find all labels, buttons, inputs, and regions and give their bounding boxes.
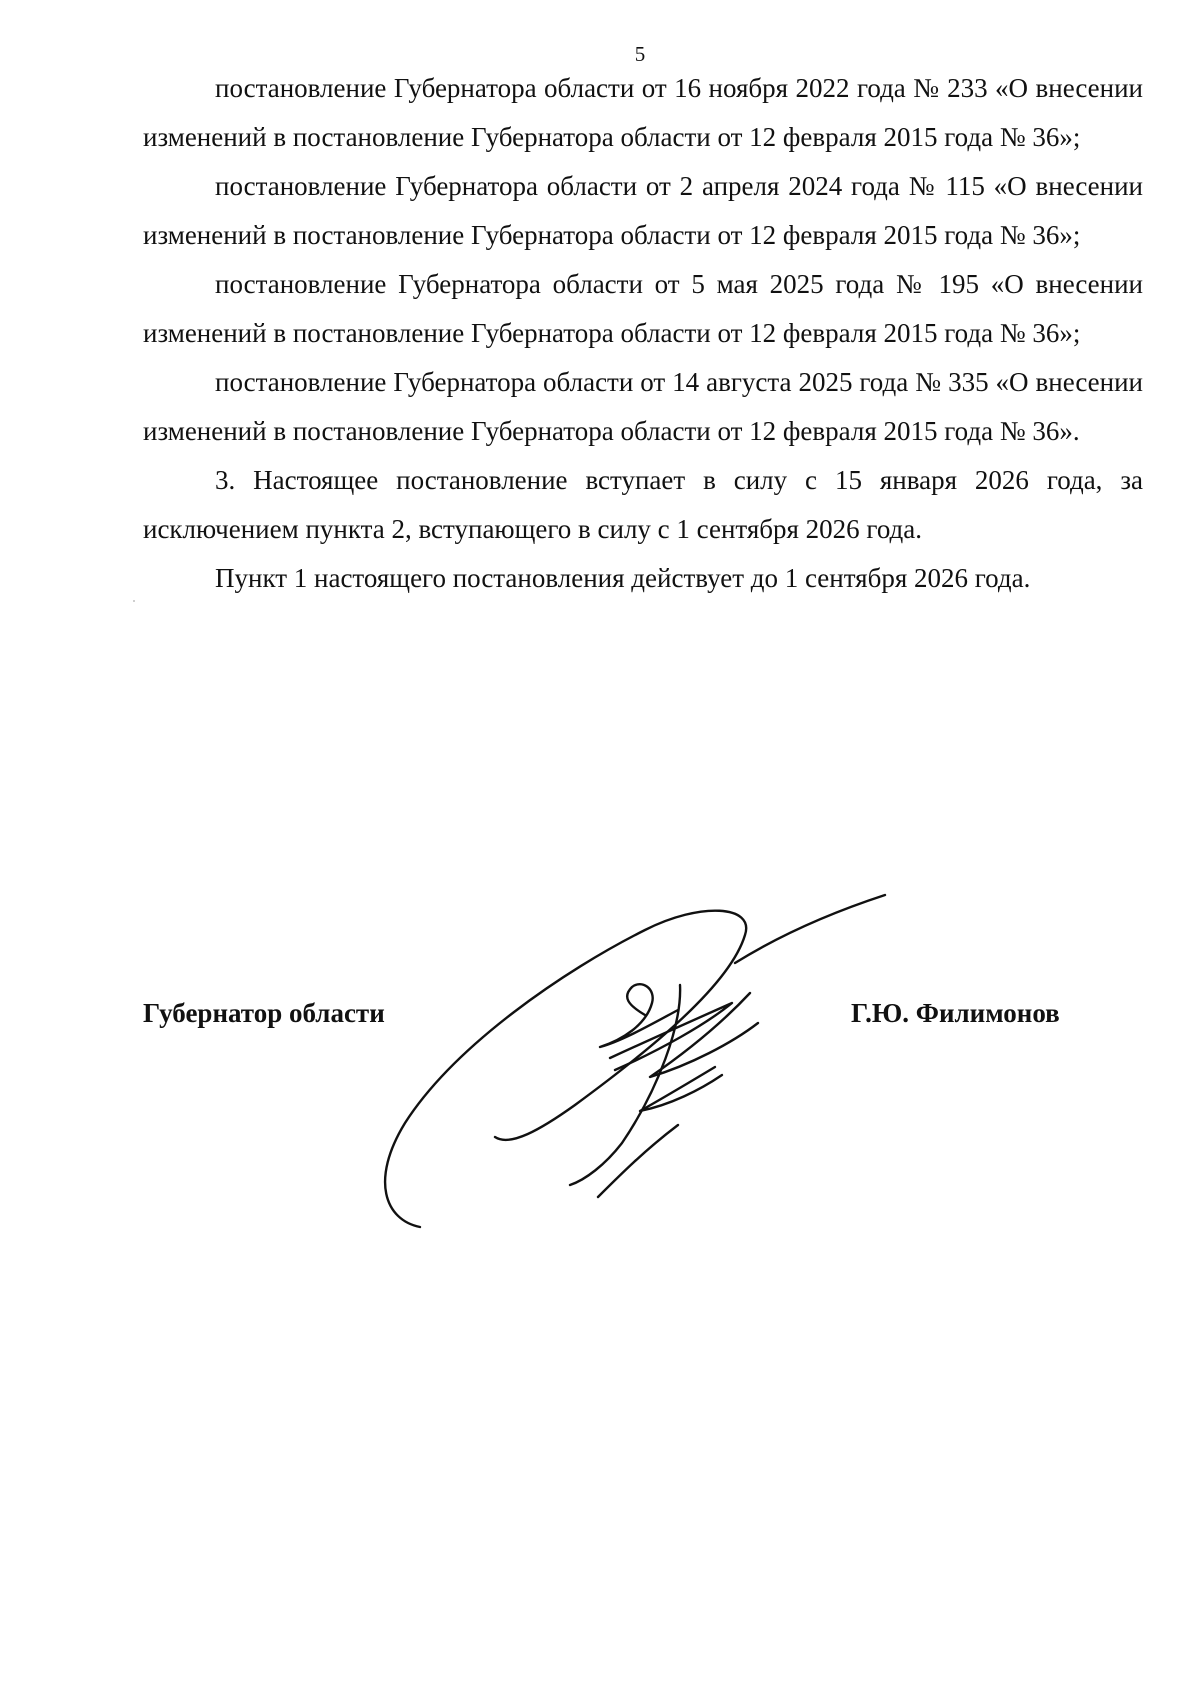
- paragraph-amendment-may-2025: постановление Губернатора области от 5 мая 2025 года № 195 «О внесении изменений в постановление Губернатора области от 12 февраля 2015 года № 36»;: [143, 269, 1143, 348]
- signer-title: Губернатор области: [143, 998, 385, 1028]
- paragraph-validity-period: Пункт 1 настоящего постановления действует до 1 сентября 2026 года.: [215, 563, 1031, 593]
- page-number: 5: [634, 42, 646, 66]
- paragraph-amendment-2024: постановление Губернатора области от 2 апреля 2024 года № 115 «О внесении изменений в постановление Губернатора области от 12 февраля 2015 года № 36»;: [143, 171, 1143, 250]
- paragraph-amendment-2022: постановление Губернатора области от 16 ноября 2022 года № 233 «О внесении изменений в постановление Губернатора области от 12 февраля 2015 года № 36»;: [143, 73, 1143, 152]
- handwritten-signature: [360, 875, 920, 1255]
- document-body: [143, 64, 1143, 603]
- paragraph-amendment-august-2025: постановление Губернатора области от 14 августа 2025 года № 335 «О внесении изменений в постановление Губернатора области от 12 февраля 2015 года № 36».: [143, 367, 1143, 446]
- paragraph-effective-date: 3. Настоящее постановление вступает в силу с 15 января 2026 года, за исключением пункта 2, вступающего в силу с 1 сентября 2026 года.: [143, 465, 1143, 544]
- signer-name: Г.Ю. Филимонов: [851, 998, 1060, 1028]
- scan-speck: [133, 600, 135, 602]
